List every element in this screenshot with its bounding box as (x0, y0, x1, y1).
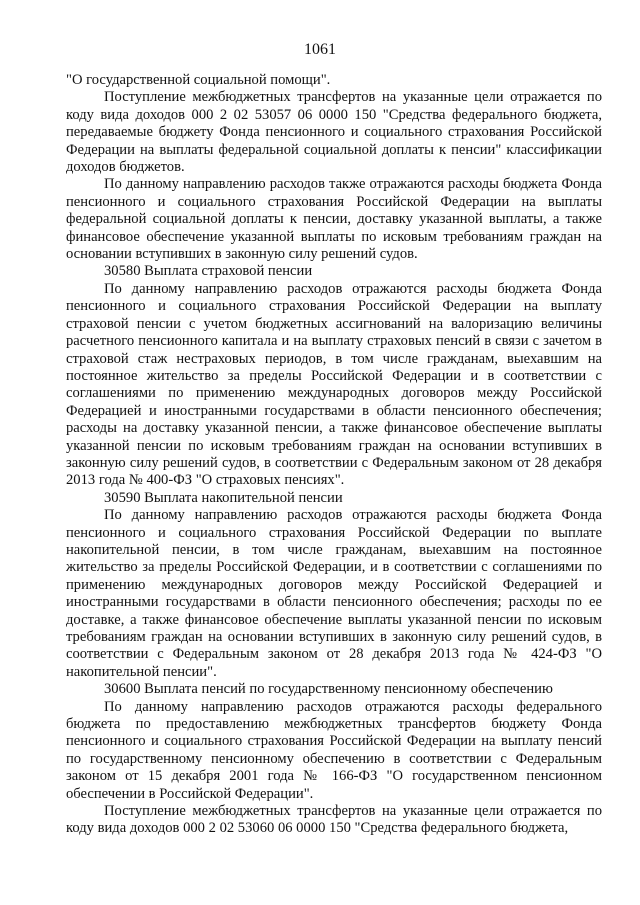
paragraph-social-supplement-expenses: По данному направлению расходов также отражаются расходы бюджета Фонда пенсионного и социального страхования Российской Федерации на выплаты федеральной социальной доплаты к пенсии, доставку указанной выплаты, а также финансовое обеспечение указанной выплаты по исковым требованиям граждан на основании вступивших в законную силу решений судов. (66, 176, 602, 263)
section-heading-30600: 30600 Выплата пенсий по государственному пенсионному обеспечению (104, 681, 553, 698)
section-heading-30580: 30580 Выплата страховой пенсии (104, 263, 313, 280)
paragraph-funded-pension: По данному направлению расходов отражаются расходы бюджета Фонда пенсионного и социального страхования Российской Федерации по выплате накопительной пенсии, в том числе гражданам, выехавшим на постоянное жительство за пределы Российской Федерации, и в соответствии с соглашениями по применению международных договоров между Российской Федерацией и иностранными государствами в области пенсионного обеспечения; расходы по ее доставке, а также финансовое обеспечение выплаты указанной пенсии по исковым требованиям граждан на основании вступивших в законную силу решений судов, в соответствии с Федеральным законом от 28 декабря 2013 года № 424-ФЗ "О накопительной пенсии". (66, 507, 602, 680)
paragraph-continuation: "О государственной социальной помощи". (66, 72, 331, 88)
paragraph-insurance-pension: По данному направлению расходов отражаются расходы бюджета Фонда пенсионного и социального страхования Российской Федерации на выплату страховой пенсии с учетом бюджетных ассигнований на валоризацию величины расчетного пенсионного капитала и на выплату страховых пенсий в связи с зачетом в страховой стаж нестраховых периодов, в том числе гражданам, выехавшим на постоянное жительство за пределы Российской Федерации и в соответствии с соглашениями по применению международных договоров между Российской Федерацией и иностранными государствами в области пенсионного обеспечения; расходы на доставку указанной пенсии, а также финансовое обеспечение выплаты указанной пенсии по исковым требованиям граждан на основании вступивших в законную силу решений судов, в соответствии с Федеральным законом от 28 декабря 2013 года № 400-ФЗ "О страховых пенсиях". (66, 280, 602, 489)
paragraph-transfers-income-code-2: Поступление межбюджетных трансфертов на указанные цели отражается по коду вида доходов 000 2 02 53060 06 0000 150 "Средства федерального бюджета, (66, 803, 602, 837)
paragraph-state-pension: По данному направлению расходов отражаются расходы федерального бюджета по предоставлению межбюджетных трансфертов бюджету Фонда пенсионного и социального страхования Российской Федерации на выплату пенсий по государственному пенсионному обеспечению в соответствии с Федеральным законом от 15 декабря 2001 года № 166-ФЗ "О государственном пенсионном обеспечении в Российской Федерации". (66, 698, 602, 802)
section-heading-30590: 30590 Выплата накопительной пенсии (104, 489, 343, 506)
paragraph-transfers-income-code: Поступление межбюджетных трансфертов на указанные цели отражается по коду вида доходов 000 2 02 53057 06 0000 150 "Средства федерального бюджета, передаваемые бюджету Фонда пенсионного и социального страхования Российской Федерации на выплаты федеральной социальной доплаты к пенсии" классификации доходов бюджетов. (66, 89, 602, 176)
page-number: 1061 (304, 41, 336, 58)
document-body (66, 72, 602, 838)
